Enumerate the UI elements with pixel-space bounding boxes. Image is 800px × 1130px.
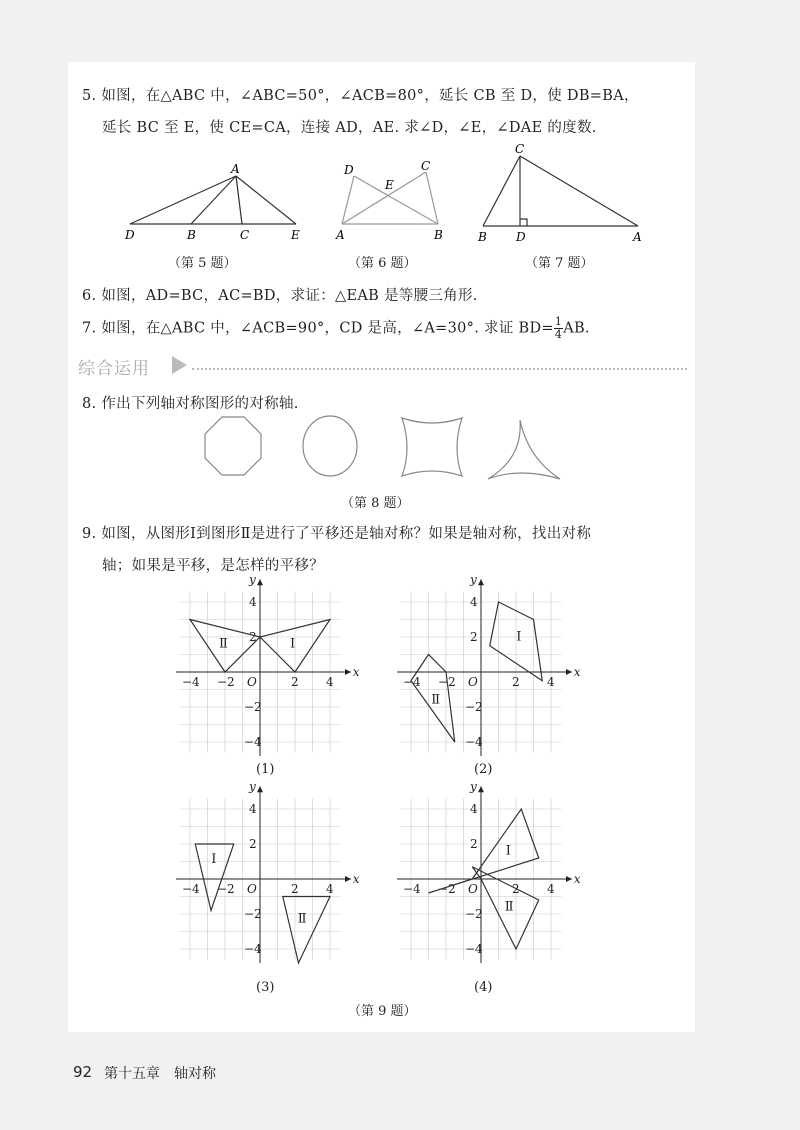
origin-label: O (468, 675, 478, 689)
y-axis-label: y (249, 779, 256, 794)
problem-8: 8. 作出下列轴对称图形的对称轴. (82, 396, 299, 412)
shape-II-label: Ⅱ (504, 899, 514, 915)
y-axis-label: y (249, 572, 256, 587)
y-axis-arrow-icon (257, 579, 263, 585)
y-axis-label: y (470, 572, 477, 587)
y-axis-arrow-icon (257, 786, 263, 792)
y-tick-label: −4 (465, 735, 483, 749)
origin-label: O (247, 882, 257, 896)
ellipse-shape (303, 416, 357, 476)
x-tick-label: 2 (291, 675, 299, 689)
x-tick-label: 4 (326, 675, 334, 689)
x-tick-label: −4 (182, 882, 200, 896)
x-axis-arrow-icon (566, 669, 572, 675)
x-tick-label: −4 (403, 675, 421, 689)
y-tick-label: −4 (244, 735, 262, 749)
y-tick-label: −2 (465, 907, 483, 921)
fig7-label-b: B (478, 230, 487, 244)
figure-5 (118, 162, 318, 242)
fig6-label-b: B (434, 228, 443, 242)
shape-II-label: Ⅱ (431, 692, 441, 708)
fig5-label-a: A (231, 162, 240, 176)
x-axis-label: x (352, 872, 360, 886)
curved-triangle-shape (488, 420, 560, 479)
shape-I-label: Ⅰ (516, 629, 522, 645)
fig7-caption: （第 7 题） (525, 256, 594, 271)
y-tick-label: 4 (249, 595, 257, 609)
fig5-label-d: D (125, 228, 135, 242)
fig6-label-a: A (336, 228, 345, 242)
chapter-title: 第十五章 轴对称 (104, 1066, 216, 1082)
page-number: 92 (73, 1063, 93, 1081)
x-axis-arrow-icon (566, 876, 572, 882)
problem-7-end: AB. (563, 320, 590, 337)
problem-5-line-2: 延长 BC 至 E，使 CE=CA，连接 AD，AE. 求∠D，∠E，∠DAE 的度数. (102, 120, 597, 136)
fig5-label-e: E (291, 228, 300, 242)
grid-figure-2 (401, 572, 591, 767)
fig7-label-a: A (633, 230, 642, 244)
fig7-label-d: D (516, 230, 526, 244)
shape-II-label: Ⅱ (297, 911, 307, 927)
y-tick-label: −4 (244, 942, 262, 956)
origin-label: O (247, 675, 257, 689)
fraction-one-quarter (554, 316, 563, 341)
y-tick-label: −4 (465, 942, 483, 956)
fig5-label-b: B (187, 228, 196, 242)
x-axis-label: x (573, 872, 581, 886)
grid-figure-1 (180, 572, 370, 767)
fig7-label-c: C (515, 142, 525, 156)
x-axis-arrow-icon (345, 876, 351, 882)
x-tick-label: 2 (512, 675, 520, 689)
shape-I (429, 809, 539, 893)
y-tick-label: −2 (244, 700, 262, 714)
x-tick-label: 4 (547, 675, 555, 689)
fig5-label-c: C (240, 228, 250, 242)
fig6-label-c: C (421, 159, 431, 173)
problem-9-line-2: 轴；如果是平移，是怎样的平移？ (102, 558, 324, 574)
sub-caption-4: (4) (474, 980, 493, 995)
problem-7 (82, 316, 590, 341)
shape-I-label: Ⅰ (211, 852, 217, 867)
figure-7 (473, 142, 653, 245)
x-tick-label: 2 (512, 882, 520, 896)
grid-figure-4 (401, 779, 591, 974)
sub-caption-3: (3) (256, 980, 275, 995)
sub-caption-1: (1) (256, 762, 275, 777)
grid-figure-3 (180, 779, 370, 974)
x-tick-label: −4 (182, 675, 200, 689)
y-tick-label: 2 (470, 837, 478, 851)
x-axis-arrow-icon (345, 669, 351, 675)
x-tick-label: 4 (326, 882, 334, 896)
x-tick-label: −2 (438, 882, 456, 896)
figure-6 (330, 160, 455, 245)
y-tick-label: −2 (244, 907, 262, 921)
x-axis-label: x (573, 665, 581, 679)
problem-5-line-1: 5. 如图，在△ABC 中，∠ABC=50°，∠ACB=80°，延长 CB 至 D，使 DB=BA， (82, 88, 639, 104)
fig6-label-e: E (385, 178, 394, 192)
section-divider (192, 368, 687, 370)
y-tick-label: 4 (249, 802, 257, 816)
x-tick-label: −4 (403, 882, 421, 896)
x-tick-label: −2 (438, 675, 456, 689)
y-tick-label: 4 (470, 595, 478, 609)
fig8-caption: （第 8 题） (341, 496, 410, 511)
shape-I-label: Ⅰ (505, 843, 511, 859)
fig6-caption: （第 6 题） (348, 256, 417, 271)
fraction-denominator: 4 (554, 328, 563, 341)
shape-II (283, 897, 330, 964)
fig5-caption: （第 5 题） (168, 256, 237, 271)
x-axis-label: x (352, 665, 360, 679)
y-axis-arrow-icon (478, 786, 484, 792)
shape-I-label: Ⅰ (290, 636, 296, 652)
figure-8 (188, 412, 608, 492)
fig6-label-d: D (344, 163, 354, 177)
x-tick-label: −2 (217, 675, 235, 689)
fig9-caption: （第 9 题） (348, 1004, 417, 1019)
y-tick-label: 2 (249, 630, 257, 644)
y-tick-label: 2 (470, 630, 478, 644)
textbook-page (68, 62, 695, 1032)
problem-7-text: 7. 如图，在△ABC 中，∠ACB=90°，CD 是高，∠A=30°. 求证 BD= (82, 320, 554, 337)
y-axis-arrow-icon (478, 579, 484, 585)
problem-9-line-1: 9. 如图，从图形Ⅰ到图形Ⅱ是进行了平移还是轴对称？如果是轴对称，找出对称 (82, 526, 592, 542)
shape-II-label: Ⅱ (219, 636, 228, 652)
fraction-numerator: 1 (554, 315, 563, 328)
y-tick-label: 4 (470, 802, 478, 816)
section-title: 综合运用 (78, 359, 150, 379)
x-tick-label: 4 (547, 882, 555, 896)
y-tick-label: −2 (465, 700, 483, 714)
problem-6: 6. 如图，AD=BC，AC=BD，求证：△EAB 是等腰三角形. (82, 288, 478, 304)
sub-caption-2: (2) (474, 762, 493, 777)
y-axis-label: y (470, 779, 477, 794)
x-tick-label: 2 (291, 882, 299, 896)
y-tick-label: 2 (249, 837, 257, 851)
octagon-shape (205, 417, 261, 475)
curved-square-shape (402, 418, 462, 476)
x-tick-label: −2 (217, 882, 235, 896)
section-arrow-icon (172, 356, 187, 374)
origin-label: O (468, 882, 478, 896)
